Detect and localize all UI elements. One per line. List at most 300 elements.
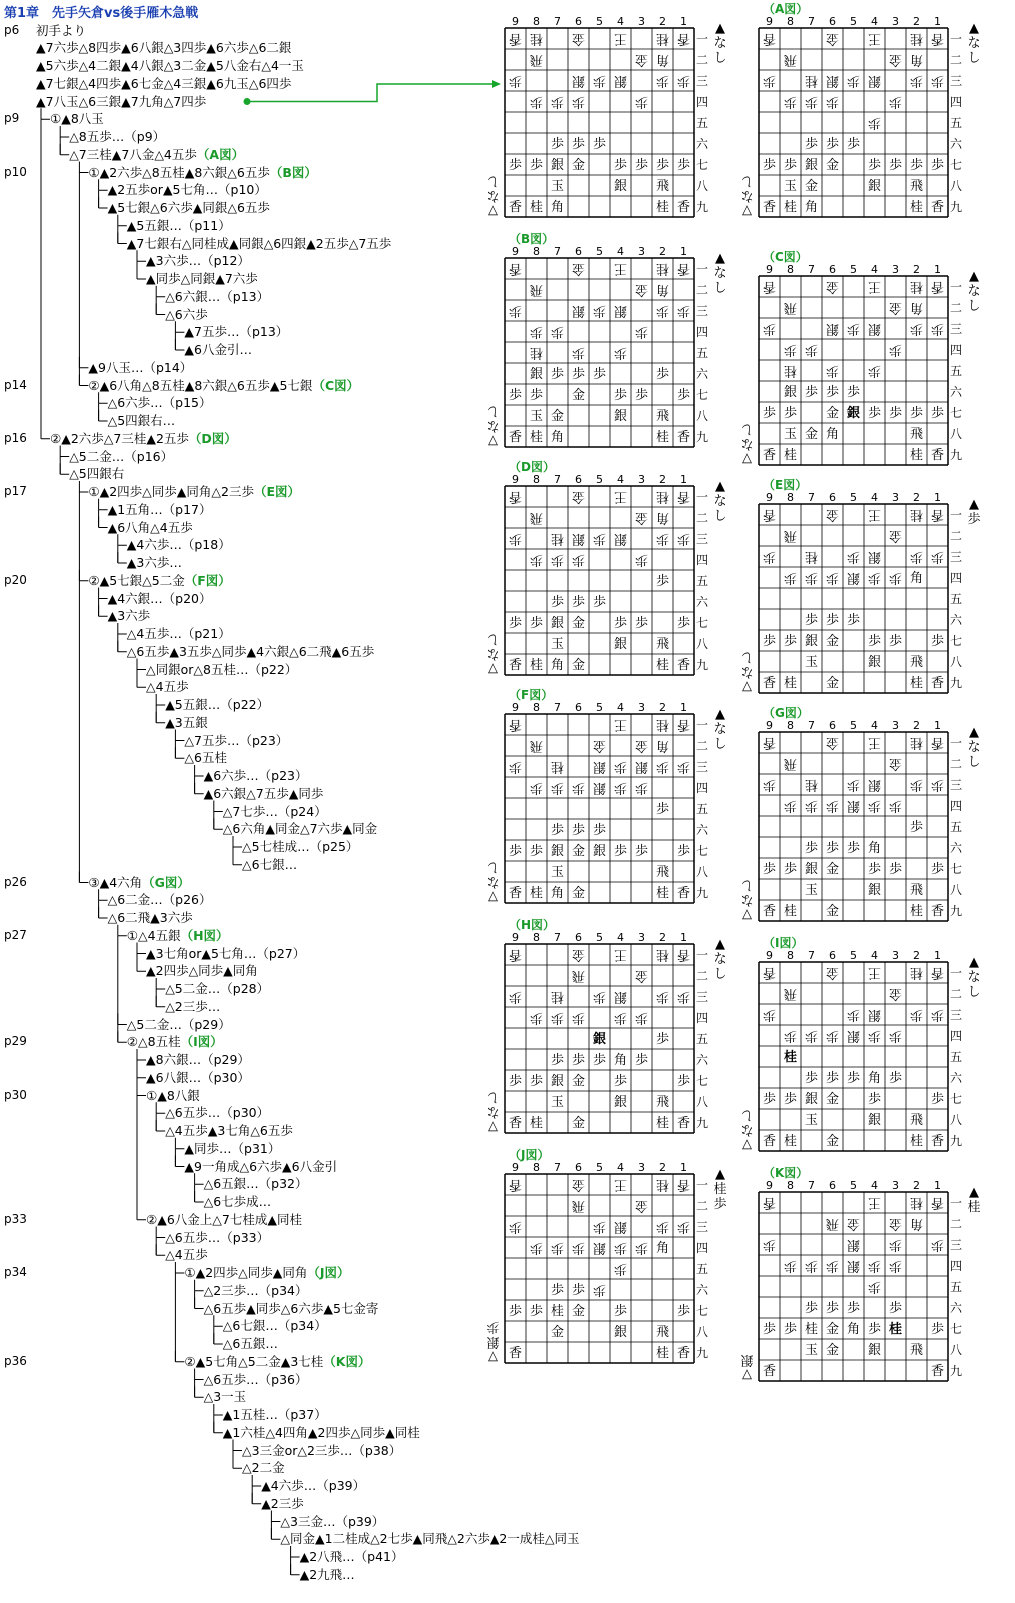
piece: 銀 (867, 1113, 882, 1128)
file-number: 7 (554, 473, 561, 486)
rank-number: 三 (695, 304, 709, 318)
piece: 歩 (783, 1092, 798, 1107)
rank-number: 四 (949, 1259, 963, 1273)
piece: 金 (634, 738, 649, 753)
move-text: ▲3六歩… (126, 555, 182, 570)
board-label: （G図） (763, 706, 809, 720)
piece: 銀 (592, 759, 607, 774)
move-text: ▲7七銀右△同桂成▲同銀△6四銀▲2五歩△7五歩 (126, 235, 392, 251)
tree-line (94, 501, 212, 518)
diagram-label: （G図） (142, 874, 190, 890)
piece: 香 (762, 904, 777, 919)
piece: 香 (762, 1195, 777, 1210)
move-text: ▲4六銀…（p20） (107, 590, 212, 606)
rank-number: 八 (949, 179, 963, 193)
piece: 歩 (783, 798, 798, 813)
piece: 銀 (867, 549, 882, 564)
rank-number: 二 (695, 969, 709, 983)
piece: 銀 (613, 637, 628, 652)
piece: 歩 (655, 158, 670, 173)
piece: 銀 (613, 179, 628, 194)
move-text: ▲6六銀△7五歩▲同歩 (203, 785, 324, 801)
tree-line (209, 820, 377, 837)
piece: 角 (550, 658, 565, 673)
piece: 飛 (571, 968, 586, 983)
gote-hand: ▽ (742, 679, 752, 694)
gote-hand: ▽ (488, 433, 498, 448)
file-number: 7 (808, 491, 815, 504)
file-number: 9 (766, 15, 773, 28)
rank-number: 三 (949, 778, 963, 792)
rank-number: 八 (949, 427, 963, 441)
piece: 金 (825, 406, 840, 421)
tree-line (74, 572, 230, 589)
piece: 銀 (846, 1237, 861, 1252)
piece: 歩 (909, 73, 924, 88)
piece: 歩 (571, 780, 586, 795)
file-number: 2 (659, 1161, 666, 1174)
piece: 歩 (529, 844, 544, 859)
rank-number: 九 (949, 200, 963, 214)
piece: 歩 (508, 158, 523, 173)
file-number: 7 (808, 263, 815, 276)
piece: 桂 (909, 448, 924, 463)
piece: 飛 (529, 52, 544, 67)
rank-number: 八 (695, 1095, 709, 1109)
tree-line (113, 536, 231, 553)
rank-number: 一 (695, 32, 709, 46)
move-text: △6五歩…（p30） (165, 1105, 270, 1121)
piece: 歩 (613, 345, 628, 360)
file-number: 6 (829, 263, 836, 276)
file-number: 4 (871, 719, 878, 732)
sente-hand: ▲ (715, 479, 725, 494)
tree-line (132, 270, 258, 287)
piece: 銀 (571, 531, 586, 546)
move-text: ①▲2四歩△同歩▲同角△2三歩 (88, 484, 254, 499)
piece: 桂 (804, 777, 819, 792)
piece: 銀 (825, 73, 840, 88)
piece: 歩 (550, 1240, 565, 1255)
rank-number: 七 (695, 1074, 709, 1088)
file-number: 4 (617, 1161, 624, 1174)
move-text: △同銀or△8五桂…（p22） (146, 661, 298, 677)
sente-hand: 歩 (713, 1197, 727, 1212)
file-number: 4 (871, 1179, 878, 1192)
file-number: 2 (913, 1179, 920, 1192)
piece: 王 (867, 279, 882, 294)
piece: 香 (930, 1364, 945, 1379)
piece: 香 (676, 886, 691, 901)
move-text: △4五歩▲3七角△6五歩 (165, 1123, 293, 1138)
tree-line (170, 1264, 349, 1281)
piece: 歩 (825, 363, 840, 378)
tree-line (36, 57, 304, 74)
piece: 銀 (613, 1095, 628, 1110)
piece: 桂 (804, 73, 819, 88)
rank-number: 九 (695, 1346, 709, 1360)
tree-line (190, 767, 308, 784)
tree-line (36, 75, 291, 92)
move-text: △7七歩…（p24） (222, 803, 327, 819)
piece: 金 (571, 947, 586, 962)
piece: 飛 (655, 637, 670, 652)
tree-line (94, 181, 267, 198)
piece: 飛 (783, 756, 798, 771)
shogi-board (486, 2, 755, 218)
piece: 歩 (676, 844, 691, 859)
rank-number: 一 (695, 1178, 709, 1192)
file-number: 6 (575, 931, 582, 944)
rank-number: 六 (695, 823, 709, 837)
rank-number: 四 (695, 325, 709, 339)
piece: 歩 (888, 1071, 903, 1086)
tree-line (190, 1282, 308, 1299)
sente-hand: な (713, 952, 727, 967)
piece: 歩 (592, 823, 607, 838)
piece: 歩 (867, 406, 882, 421)
move-text: ②▲5七銀△5二金 (88, 572, 185, 588)
piece: 角 (655, 282, 670, 297)
piece: 歩 (783, 342, 798, 357)
piece: 桂 (655, 658, 670, 673)
tree-line (209, 803, 327, 820)
rank-number: 四 (695, 553, 709, 567)
move-text: ▲1六桂△4四角▲2四歩△同歩▲同桂 (222, 1424, 420, 1440)
piece: 歩 (825, 798, 840, 813)
piece: 桂 (655, 717, 670, 732)
piece: 歩 (783, 634, 798, 649)
rank-number: 七 (695, 616, 709, 630)
piece: 飛 (529, 510, 544, 525)
piece: 歩 (762, 549, 777, 564)
tree-line (266, 1513, 384, 1530)
piece: 歩 (529, 94, 544, 109)
file-number: 7 (808, 1179, 815, 1192)
chapter-title: 第1章 先手矢倉vs後手雁木急戦 (4, 6, 199, 21)
gote-hand: ▽ (488, 203, 498, 218)
rank-number: 三 (949, 74, 963, 88)
tree-line (113, 625, 231, 642)
piece: 歩 (676, 73, 691, 88)
tree-line (36, 430, 237, 447)
piece: 銀 (867, 655, 882, 670)
file-number: 9 (766, 263, 773, 276)
file-number: 3 (892, 491, 899, 504)
file-number: 8 (787, 263, 794, 276)
piece: 桂 (550, 989, 565, 1004)
file-number: 1 (934, 263, 941, 276)
gote-hand: し (486, 173, 500, 188)
piece: 香 (508, 489, 523, 504)
rank-number: 一 (695, 948, 709, 962)
move-text: △5二金…（p16） (69, 448, 174, 464)
file-number: 8 (533, 701, 540, 714)
piece: 歩 (655, 802, 670, 817)
piece: 歩 (762, 1007, 777, 1022)
piece: 金 (825, 158, 840, 173)
piece: 歩 (508, 303, 523, 318)
piece: 桂 (909, 735, 924, 750)
move-text: ▲6八銀…（p30） (146, 1069, 250, 1085)
move-text: △2三歩…（p34） (203, 1282, 308, 1298)
move-text: △5四銀右… (107, 413, 176, 428)
tree-line (36, 39, 291, 56)
rank-number: 二 (695, 53, 709, 67)
board-label: （E図） (763, 478, 808, 492)
piece: 金 (571, 261, 586, 276)
move-text: △6六銀…（p13） (165, 288, 270, 304)
piece: 桂 (655, 261, 670, 276)
piece: 金 (634, 968, 649, 983)
piece: 香 (676, 430, 691, 445)
piece: 歩 (909, 158, 924, 173)
piece: 香 (762, 507, 777, 522)
piece: 飛 (655, 865, 670, 880)
piece: 玉 (804, 655, 819, 670)
sente-hand: な (713, 494, 727, 509)
piece: 桂 (909, 200, 924, 215)
piece: 歩 (825, 1258, 840, 1273)
piece: 金 (888, 1216, 903, 1231)
tree-line (94, 519, 193, 536)
tree-line (170, 749, 227, 766)
tree-line (247, 1495, 304, 1512)
piece: 歩 (508, 1304, 523, 1319)
piece: 桂 (783, 1050, 798, 1065)
tree-line (151, 696, 269, 713)
piece: 桂 (655, 31, 670, 46)
piece: 歩 (825, 841, 840, 856)
rank-number: 一 (949, 1196, 963, 1210)
shogi-board (740, 1166, 1009, 1382)
rank-number: 四 (695, 95, 709, 109)
file-number: 1 (680, 473, 687, 486)
piece: 歩 (592, 989, 607, 1004)
piece: 桂 (909, 1195, 924, 1210)
piece: 歩 (550, 137, 565, 152)
tree-line (94, 199, 270, 216)
piece: 歩 (508, 1074, 523, 1089)
piece: 歩 (655, 73, 670, 88)
piece: 歩 (571, 345, 586, 360)
piece: 金 (550, 1325, 565, 1340)
piece: 歩 (825, 1028, 840, 1043)
shogi-board (486, 460, 755, 676)
sente-hand: ▲ (715, 1167, 725, 1182)
move-text: ▲同歩△同銀▲7六歩 (146, 271, 258, 286)
file-number: 5 (850, 949, 857, 962)
file-number: 1 (934, 719, 941, 732)
move-text: △6六歩…（p15） (107, 395, 212, 411)
piece: 飛 (909, 883, 924, 898)
tree-line (151, 1104, 269, 1121)
piece: 香 (676, 1346, 691, 1361)
move-text: ▲2五歩or▲5七角…（p10） (107, 182, 267, 198)
piece: 歩 (867, 570, 882, 585)
piece: 香 (508, 947, 523, 962)
piece: 桂 (909, 507, 924, 522)
piece: 歩 (508, 759, 523, 774)
rank-number: 六 (695, 1283, 709, 1297)
piece: 銀 (592, 1032, 607, 1047)
piece: 銀 (867, 179, 882, 194)
piece: 香 (762, 965, 777, 980)
piece: 歩 (804, 1258, 819, 1273)
piece: 玉 (804, 1343, 819, 1358)
gote-hand: な (486, 418, 500, 433)
rank-number: 九 (949, 448, 963, 462)
piece: 歩 (676, 989, 691, 1004)
piece: 香 (508, 717, 523, 732)
piece: 香 (762, 735, 777, 750)
piece: 歩 (930, 1237, 945, 1252)
page-ref: p34 (4, 1265, 27, 1279)
tree-line (286, 1548, 404, 1565)
board-label: （F図） (509, 688, 554, 702)
tree-line (132, 1069, 250, 1086)
piece: 歩 (930, 634, 945, 649)
piece: 歩 (613, 1074, 628, 1089)
move-text: ▲7八玉△6三銀▲7九角△7四歩 (36, 93, 207, 109)
piece: 歩 (930, 1092, 945, 1107)
piece: 歩 (804, 570, 819, 585)
page-ref: p6 (4, 22, 20, 37)
piece: 玉 (529, 409, 544, 424)
gote-hand: し (740, 173, 754, 188)
piece: 歩 (888, 406, 903, 421)
gote-hand: 銀 (486, 1334, 500, 1349)
piece: 歩 (867, 862, 882, 877)
move-text: ▲2八飛…（p41） (299, 1549, 404, 1564)
piece: 歩 (508, 1219, 523, 1234)
piece: 歩 (846, 1071, 861, 1086)
piece: 歩 (930, 549, 945, 564)
move-text: ①▲2六歩△8五桂▲8六銀△6五歩 (88, 164, 270, 180)
rank-number: 二 (949, 53, 963, 67)
piece: 金 (888, 528, 903, 543)
file-number: 5 (596, 701, 603, 714)
piece: 角 (909, 1216, 924, 1231)
piece: 桂 (909, 1134, 924, 1149)
file-number: 5 (596, 15, 603, 28)
piece: 香 (508, 261, 523, 276)
piece: 歩 (529, 552, 544, 567)
tree-line (228, 1459, 285, 1476)
sente-hand: し (967, 985, 981, 1000)
file-number: 8 (533, 245, 540, 258)
rank-number: 六 (949, 841, 963, 855)
sente-hand: 桂 (713, 1182, 727, 1197)
rank-number: 七 (949, 1092, 963, 1106)
rank-number: 六 (949, 613, 963, 627)
file-number: 5 (850, 491, 857, 504)
move-text: ▲4六歩…（p39） (261, 1478, 366, 1493)
file-number: 3 (638, 473, 645, 486)
shogi-board (740, 2, 1009, 218)
piece: 金 (571, 489, 586, 504)
tree-line (132, 678, 189, 695)
gote-hand: し (740, 421, 754, 436)
piece: 歩 (783, 94, 798, 109)
piece: 飛 (655, 1325, 670, 1340)
file-number: 3 (638, 15, 645, 28)
piece: 歩 (592, 137, 607, 152)
move-text: ③▲4六角 (88, 874, 143, 890)
piece: 歩 (613, 1261, 628, 1276)
piece: 歩 (804, 798, 819, 813)
piece: 王 (613, 31, 628, 46)
file-number: 5 (850, 719, 857, 732)
tree-line (55, 128, 165, 145)
gote-hand: ▽ (742, 203, 752, 218)
move-text: △7五歩…（p23） (184, 732, 289, 748)
piece: 銀 (571, 73, 586, 88)
rank-number: 九 (695, 886, 709, 900)
piece: 桂 (909, 965, 924, 980)
piece: 歩 (676, 1219, 691, 1234)
file-number: 4 (617, 931, 624, 944)
move-text: △5二金…（p29） (126, 1016, 231, 1032)
file-number: 9 (766, 719, 773, 732)
piece: 歩 (550, 552, 565, 567)
file-number: 7 (808, 949, 815, 962)
piece: 歩 (888, 862, 903, 877)
piece: 銀 (804, 634, 819, 649)
piece: 王 (613, 1177, 628, 1192)
piece: 香 (930, 1134, 945, 1149)
piece: 金 (825, 676, 840, 691)
piece: 歩 (930, 862, 945, 877)
rank-number: 三 (695, 760, 709, 774)
piece: 香 (762, 31, 777, 46)
rank-number: 三 (949, 550, 963, 564)
piece: 金 (888, 52, 903, 67)
piece: 金 (550, 409, 565, 424)
file-number: 9 (766, 1179, 773, 1192)
file-number: 2 (659, 245, 666, 258)
piece: 歩 (655, 989, 670, 1004)
piece: 歩 (867, 158, 882, 173)
piece: 香 (762, 448, 777, 463)
file-number: 2 (913, 15, 920, 28)
piece: 歩 (508, 616, 523, 631)
piece: 飛 (529, 738, 544, 753)
rank-number: 一 (695, 490, 709, 504)
sente-hand: し (713, 509, 727, 524)
piece: 歩 (634, 552, 649, 567)
sente-hand: な (967, 284, 981, 299)
file-number: 9 (512, 931, 519, 944)
piece: 香 (762, 1134, 777, 1149)
sente-hand: ▲ (969, 21, 979, 36)
move-text: ▲6六歩…（p23） (203, 768, 308, 783)
tree-line (151, 980, 269, 997)
tree-line (94, 909, 193, 926)
piece: 銀 (571, 303, 586, 318)
board-label: （B図） (509, 232, 555, 246)
piece: 歩 (571, 137, 586, 152)
piece: 銀 (846, 1258, 861, 1273)
rank-number: 八 (695, 1325, 709, 1339)
piece: 桂 (655, 947, 670, 962)
move-text: ②▲5七角△5二金▲3七桂 (184, 1353, 324, 1369)
piece: 金 (825, 1322, 840, 1337)
piece: 歩 (888, 94, 903, 109)
tree-line (55, 465, 124, 482)
gote-hand: な (486, 874, 500, 889)
rank-number: 九 (695, 658, 709, 672)
